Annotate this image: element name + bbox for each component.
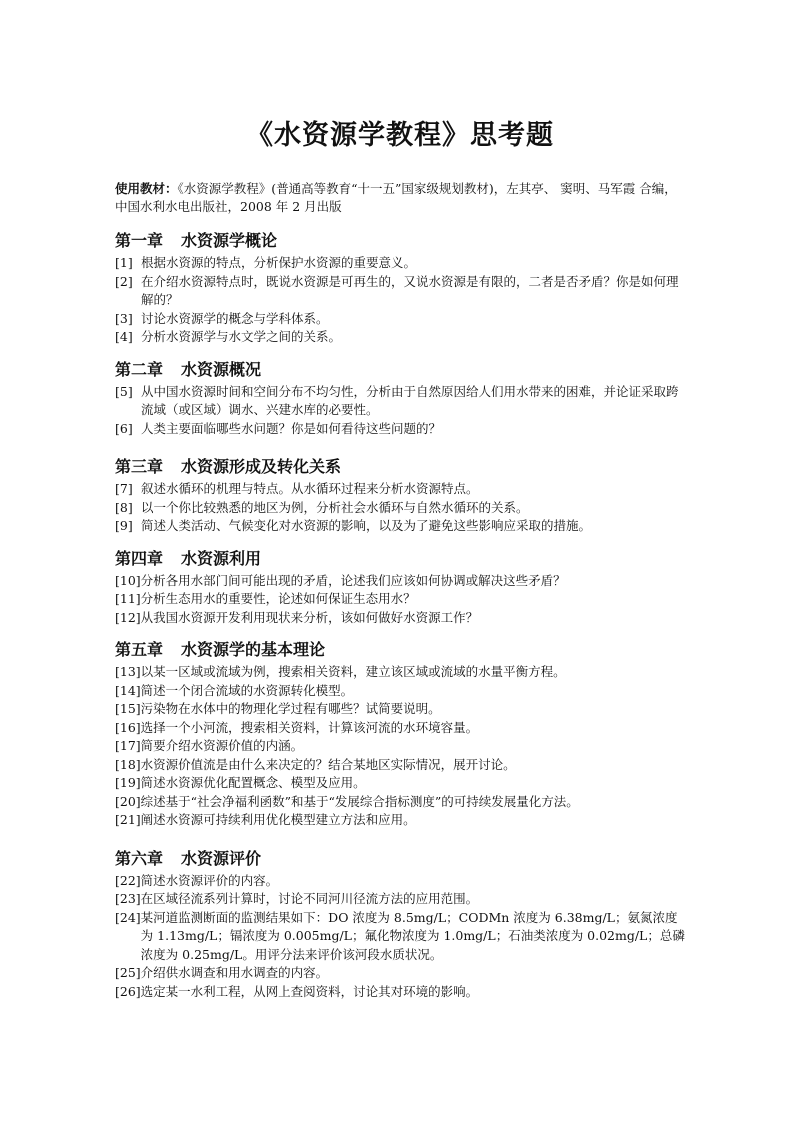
question-text: 简要介绍水资源价值的内涵。 [140,738,304,753]
question-number: [17] [115,738,141,753]
question-number: [11] [115,591,141,606]
chapter-name: 水资源评价 [181,848,262,868]
question-text: 综述基于“社会净福利函数”和基于“发展综合指标测度”的可持续发展量化方法。 [140,793,579,809]
question-item [115,254,685,273]
question-item [115,756,685,775]
chapter-name: 水资源概况 [181,359,262,379]
chapter-list [115,230,685,1001]
question-item [115,964,685,983]
chapter-name: 水资源形成及转化关系 [181,457,342,476]
chapter-section [115,359,685,439]
chapter-section [115,848,685,1002]
textbook-info [115,180,685,216]
question-text: 分析各用水部门间可能出现的矛盾，论述我们应该如何协调或解决这些矛盾？ [140,572,566,588]
question-number: [25] [115,965,141,980]
chapter-number: 第二章 [115,359,164,379]
question-item [115,700,685,719]
chapter-number: 第六章 [115,848,164,868]
question-text: 简述人类活动、气候变化对水资源的影响，以及为了避免这些影响应采取的措施。 [141,518,592,533]
question-text: 分析生态用水的重要性，论述如何保证生态用水？ [140,591,416,606]
chapter-name: 水资源学的基本理论 [181,640,326,659]
question-item [115,609,685,628]
question-number: [22] [115,872,141,888]
question-text: 某河道监测断面的监测结果如下：DO 浓度为 8.5mg/L；CODMn 浓度为 6.38mg/L；氨氮浓度为 1.13mg/L；镉浓度为 0.005mg/L；氟化物浓度为 1.0mg/L；石油类浓度为 0.02mg/L；总磷浓度为 0.25mg/L。用评分法来评价该河段水质状况。 [140,909,685,962]
question-number: [7] [115,481,133,496]
question-item [115,383,685,420]
question-number: [26] [115,983,141,999]
question-item [115,517,685,536]
question-item [115,499,685,518]
chapter-section [115,548,685,628]
question-number: [12] [115,609,141,625]
chapter-heading [115,230,685,252]
question-text: 人类主要面临哪些水问题？你是如何看待这些问题的？ [141,420,442,436]
question-text: 以某一区域或流域为例，搜索相关资料，建立该区域或流域的水量平衡方程。 [140,664,566,679]
chapter-heading [115,548,685,570]
question-item [115,983,685,1002]
chapter-number: 第三章 [115,457,164,476]
question-text: 叙述水循环的机理与特点。从水循环过程来分析水资源特点。 [141,481,479,496]
chapter-heading [115,456,685,478]
question-item [115,737,685,756]
chapter-number: 第五章 [115,640,164,659]
document-page [115,116,685,1013]
question-item [115,572,685,591]
question-number: [13] [115,664,141,679]
question-text: 选择一个小河流，搜索相关资料，计算该河流的水环境容量。 [140,719,479,735]
document-title: 《水资源学教程》思考题 [246,120,554,151]
chapter-section [115,639,685,830]
chapter-section [115,456,685,536]
question-number: [8] [115,499,133,515]
chapter-name: 水资源利用 [181,548,262,568]
question-item [115,811,685,830]
question-item [115,793,685,812]
question-item [115,774,685,793]
question-number: [16] [115,719,141,735]
question-number: [5] [115,383,133,399]
chapter-name: 水资源学概论 [181,231,278,250]
question-item [115,590,685,609]
question-item [115,663,685,682]
chapter-section [115,230,685,347]
question-item [115,890,685,909]
question-text: 选定某一水利工程，从网上查阅资料，讨论其对环境的影响。 [140,983,479,999]
question-text: 讨论水资源学的概念与学科体系。 [141,310,329,326]
question-text: 污染物在水体中的物理化学过程有哪些？试简要说明。 [140,701,441,716]
question-number: [18] [115,756,141,772]
chapter-number: 第一章 [115,231,164,250]
question-text: 在介绍水资源特点时，既说水资源是可再生的，又说水资源是有限的，二者是否矛盾？你是如何理解的？ [141,273,679,307]
question-item [115,273,685,310]
question-text: 水资源价值流是由什么来决定的？结合某地区实际情况，展开讨论。 [140,756,516,772]
question-item [115,719,685,738]
question-number: [6] [115,420,133,436]
question-number: [4] [115,329,133,344]
question-number: [19] [115,775,141,790]
question-number: [14] [115,682,141,698]
textbook-text: 《水资源学教程》(普通高等教育“十一五”国家级规划教材)，左其亭、 窦明、马军霞 合编，中国水利水电出版社，2008 年 2 月出版 [115,181,677,214]
chapter-heading [115,848,685,870]
question-item [115,872,685,891]
question-number: [23] [115,891,141,906]
question-text: 简述水资源优化配置概念、模型及应用。 [140,775,366,790]
question-number: [24] [115,909,141,925]
question-number: [2] [115,273,133,289]
question-item [115,310,685,329]
question-text: 分析水资源学与水文学之间的关系。 [141,329,342,344]
question-number: [15] [115,701,141,716]
question-item [115,420,685,439]
question-number: [20] [115,793,141,809]
question-text: 在区域径流系列计算时，讨论不同河川径流方法的应用范围。 [140,891,479,906]
question-text: 阐述水资源可持续利用优化模型建立方法和应用。 [140,812,416,827]
chapter-heading [115,639,685,661]
question-number: [10] [115,572,141,588]
question-item [115,909,685,965]
question-text: 从中国水资源时间和空间分布不均匀性，分析由于自然原因给人们用水带来的困难，并论证采取跨流域（或区域）调水、兴建水库的必要性。 [141,383,679,417]
question-number: [9] [115,518,133,533]
question-text: 介绍供水调查和用水调查的内容。 [140,965,329,980]
question-text: 简述水资源评价的内容。 [140,872,279,888]
question-text: 简述一个闭合流域的水资源转化模型。 [140,682,354,698]
question-number: [21] [115,812,141,827]
textbook-label: 使用教材： [115,181,178,196]
question-text: 根据水资源的特点，分析保护水资源的重要意义。 [141,255,417,270]
question-text: 以一个你比较熟悉的地区为例，分析社会水循环与自然水循环的关系。 [141,499,529,515]
question-number: [3] [115,310,133,326]
chapter-number: 第四章 [115,548,164,568]
question-number: [1] [115,255,133,270]
chapter-heading [115,359,685,381]
question-item [115,480,685,499]
question-text: 从我国水资源开发利用现状来分析，该如何做好水资源工作？ [140,609,479,625]
question-item [115,682,685,701]
question-item [115,328,685,347]
